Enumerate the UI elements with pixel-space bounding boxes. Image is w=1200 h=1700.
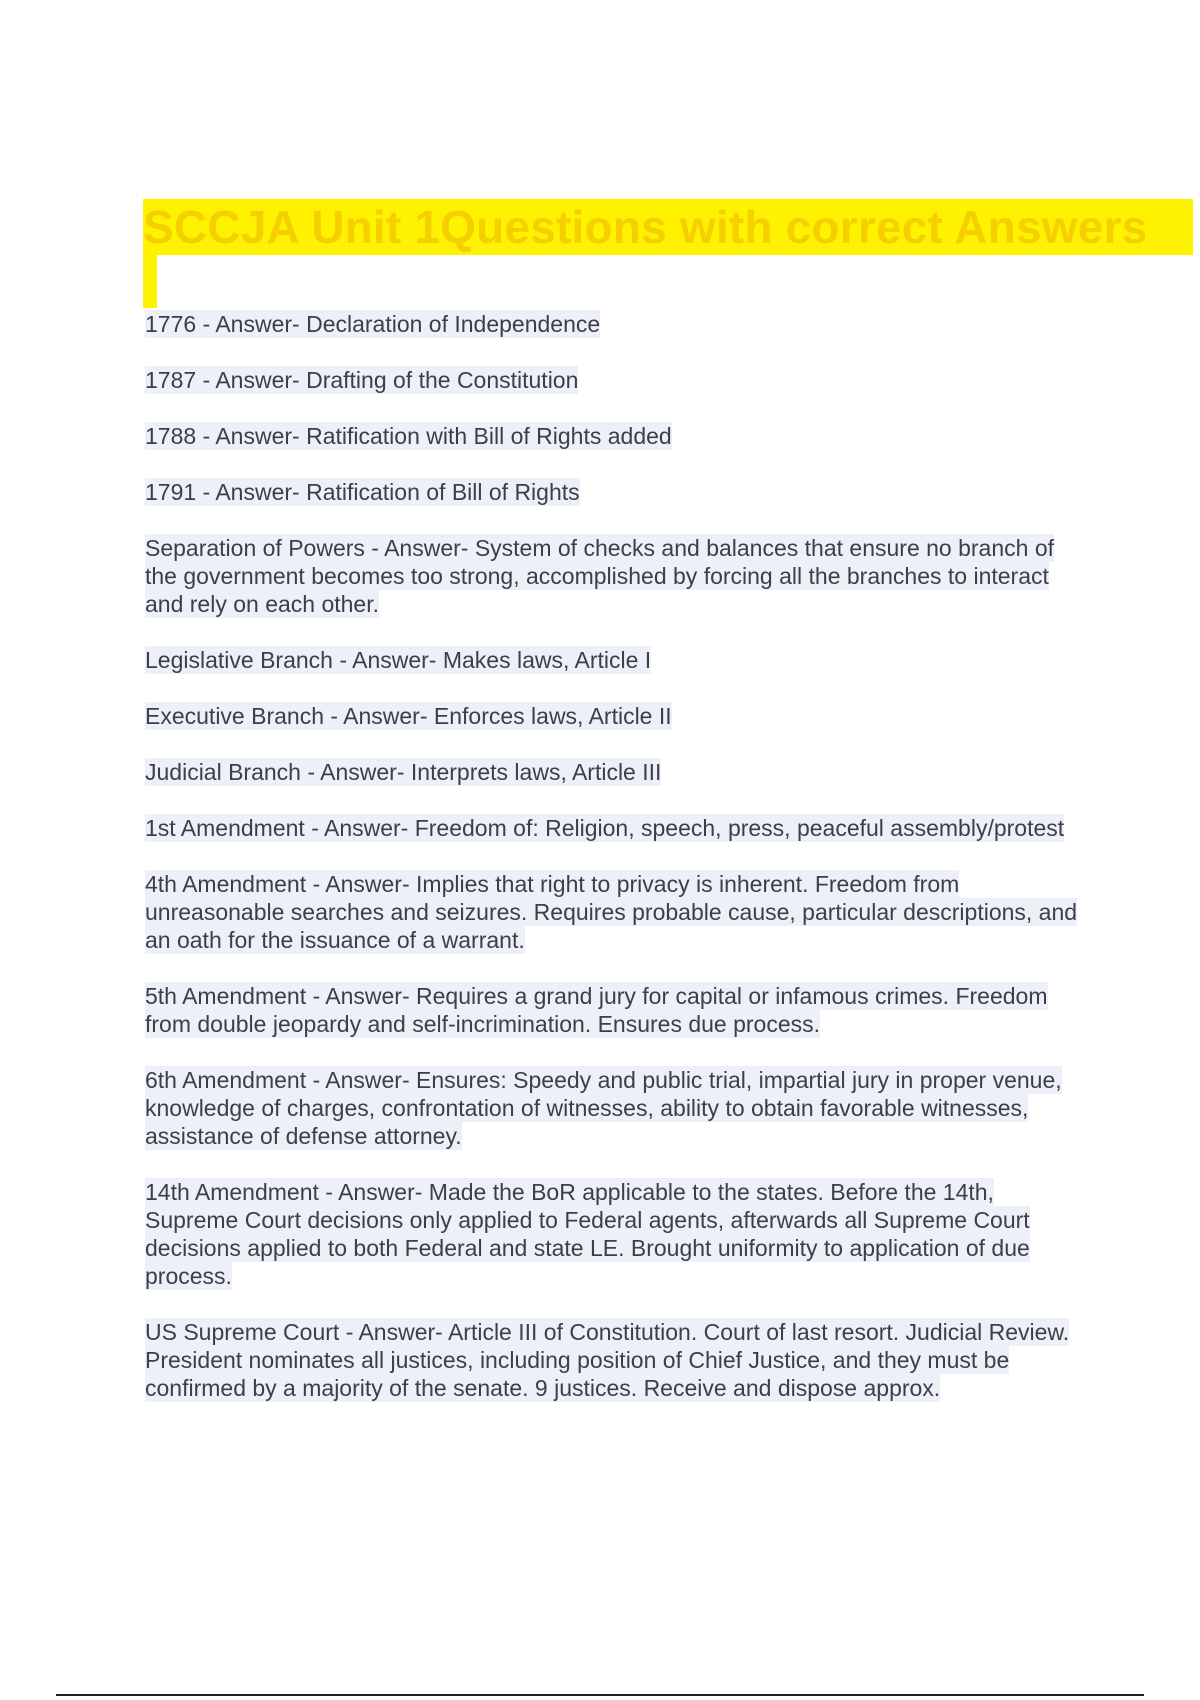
qa-entry-1788: [145, 422, 1085, 450]
qa-entry-text: 5th Amendment - Answer- Requires a grand jury for capital or infamous crimes. Freedom from double jeopardy and self-incrimination. Ensures due process.: [145, 983, 1048, 1037]
qa-entry-text: 1776 - Answer- Declaration of Independence: [145, 311, 601, 337]
qa-entry-text: Separation of Powers - Answer- System of checks and balances that ensure no branch of the government becomes too strong, accomplished by forcing all the branches to interact and rely on each other.: [145, 535, 1054, 617]
qa-entry-text: 6th Amendment - Answer- Ensures: Speedy and public trial, impartial jury in proper venue, knowledge of charges, confrontation of witnesses, ability to obtain favorable witnesses, assistance of defense attorney.: [145, 1067, 1062, 1149]
page-title: SCCJA Unit 1Questions with correct Answers: [143, 199, 1193, 255]
qa-entry-text: US Supreme Court - Answer- Article III of Constitution. Court of last resort. Judicial Review. President nominates all justices, including position of Chief Justice, and they must be confirmed by a majority of the senate. 9 justices. Receive and dispose approx.: [145, 1319, 1070, 1401]
qa-entry-text: 1791 - Answer- Ratification of Bill of Rights: [145, 479, 580, 505]
qa-entry-4th-amendment: [145, 870, 1085, 954]
qa-entry-legislative-branch: [145, 646, 1085, 674]
footer-divider: [56, 1694, 1144, 1696]
qa-entry-1791: [145, 478, 1085, 506]
qa-entry-executive-branch: [145, 702, 1085, 730]
qa-entry-6th-amendment: [145, 1066, 1085, 1150]
qa-entry-text: Executive Branch - Answer- Enforces laws, Article II: [145, 703, 672, 729]
qa-entry-1776: [145, 310, 1085, 338]
qa-entry-1787: [145, 366, 1085, 394]
qa-entry-5th-amendment: [145, 982, 1085, 1038]
qa-entry-14th-amendment: [145, 1178, 1085, 1290]
qa-entry-us-supreme-court: [145, 1318, 1085, 1402]
qa-entry-text: 1788 - Answer- Ratification with Bill of Rights added: [145, 423, 672, 449]
qa-entry-1st-amendment: [145, 814, 1085, 842]
qa-entry-separation-of-powers: [145, 534, 1085, 618]
qa-entry-text: 4th Amendment - Answer- Implies that right to privacy is inherent. Freedom from unreasonable searches and seizures. Requires probable cause, particular descriptions, and an oath for the issuance of a warrant.: [145, 871, 1078, 953]
qa-entry-text: Judicial Branch - Answer- Interprets laws, Article III: [145, 759, 662, 785]
title-block: [143, 199, 1193, 308]
qa-entry-text: 14th Amendment - Answer- Made the BoR applicable to the states. Before the 14th, Supreme Court decisions only applied to Federal agents, afterwards all Supreme Court decisions applied to both Federal and state LE. Brought uniformity to application of due process.: [145, 1179, 1030, 1289]
qa-entry-text: 1787 - Answer- Drafting of the Constitution: [145, 367, 579, 393]
qa-entry-text: 1st Amendment - Answer- Freedom of: Religion, speech, press, peaceful assembly/protest: [145, 815, 1065, 841]
qa-entry-judicial-branch: [145, 758, 1085, 786]
qa-list: [145, 310, 1095, 1430]
qa-entry-text: Legislative Branch - Answer- Makes laws, Article I: [145, 647, 652, 673]
title-highlight-tail: [143, 255, 157, 308]
